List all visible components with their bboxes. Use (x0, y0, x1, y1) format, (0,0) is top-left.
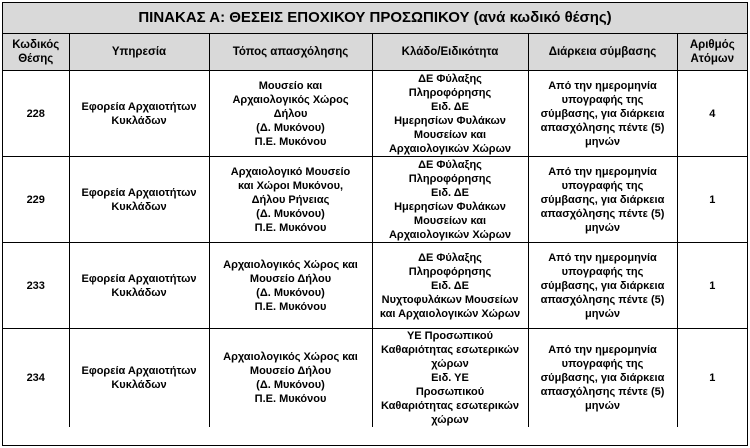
cell-position-code: 234 (3, 329, 69, 428)
positions-table-panel (2, 2, 748, 446)
cell-workplace: Αρχαιολογικό Μουσείο και Χώροι Μυκόνου, Δήλου Ρήνειας (Δ. Μυκόνου) Π.Ε. Μυκόνου (209, 157, 372, 243)
header-workplace: Τόπος απασχόλησης (209, 34, 372, 71)
table-row (3, 329, 747, 428)
cell-specialty: ΔΕ Φύλαξης Πληροφόρησης Ειδ. ΔΕ Ημερησίων Φυλάκων Μουσείων και Αρχαιολογικών Χώρων (372, 157, 528, 243)
cell-service: Εφορεία Αρχαιοτήτων Κυκλάδων (69, 157, 209, 243)
cell-workplace: Αρχαιολογικός Χώρος και Μουσείο Δήλου (Δ. Μυκόνου) Π.Ε. Μυκόνου (209, 243, 372, 329)
cell-service: Εφορεία Αρχαιοτήτων Κυκλάδων (69, 243, 209, 329)
table-row (3, 71, 747, 157)
positions-table (3, 34, 747, 427)
cell-workplace: Αρχαιολογικός Χώρος και Μουσείο Δήλου (Δ. Μυκόνου) Π.Ε. Μυκόνου (209, 329, 372, 428)
header-service: Υπηρεσία (69, 34, 209, 71)
cell-number-of-persons: 1 (677, 157, 747, 243)
cell-number-of-persons: 1 (677, 329, 747, 428)
cell-service: Εφορεία Αρχαιοτήτων Κυκλάδων (69, 71, 209, 157)
cell-contract-duration: Από την ημερομηνία υπογραφής της σύμβασης, για διάρκεια απασχόλησης πέντε (5) μηνών (528, 71, 677, 157)
header-specialty: Κλάδο/Ειδικότητα (372, 34, 528, 71)
cell-number-of-persons: 1 (677, 243, 747, 329)
header-number-of-persons: Αριθμός Ατόμων (677, 34, 747, 71)
cell-workplace: Μουσείο και Αρχαιολογικός Χώρος Δήλου (Δ. Μυκόνου) Π.Ε. Μυκόνου (209, 71, 372, 157)
table-row (3, 243, 747, 329)
table-title: ΠΙΝΑΚΑΣ Α: ΘΕΣΕΙΣ ΕΠΟΧΙΚΟΥ ΠΡΟΣΩΠΙΚΟΥ (ανά κωδικό θέσης) (3, 3, 747, 34)
cell-position-code: 228 (3, 71, 69, 157)
cell-position-code: 233 (3, 243, 69, 329)
header-row (3, 34, 747, 71)
cell-contract-duration: Από την ημερομηνία υπογραφής της σύμβασης, για διάρκεια απασχόλησης πέντε (5) μηνών (528, 243, 677, 329)
table-row (3, 157, 747, 243)
cell-specialty: ΔΕ Φύλαξης Πληροφόρησης Ειδ. ΔΕ Ημερησίων Φυλάκων Μουσείων και Αρχαιολογικών Χώρων (372, 71, 528, 157)
header-contract-duration: Διάρκεια σύμβασης (528, 34, 677, 71)
header-position-code: Κωδικός Θέσης (3, 34, 69, 71)
cell-specialty: ΔΕ Φύλαξης Πληροφόρησης Ειδ. ΔΕ Νυχτοφυλάκων Μουσείων και Αρχαιολογικών Χώρων (372, 243, 528, 329)
cell-number-of-persons: 4 (677, 71, 747, 157)
cell-position-code: 229 (3, 157, 69, 243)
cell-contract-duration: Από την ημερομηνία υπογραφής της σύμβασης, για διάρκεια απασχόλησης πέντε (5) μηνών (528, 329, 677, 428)
cell-contract-duration: Από την ημερομηνία υπογραφής της σύμβασης, για διάρκεια απασχόλησης πέντε (5) μηνών (528, 157, 677, 243)
cell-specialty: ΥΕ Προσωπικού Καθαριότητας εσωτερικών χώρων Ειδ. ΥΕ Προσωπικού Καθαριότητας εσωτερικών χώρων (372, 329, 528, 428)
cell-service: Εφορεία Αρχαιοτήτων Κυκλάδων (69, 329, 209, 428)
